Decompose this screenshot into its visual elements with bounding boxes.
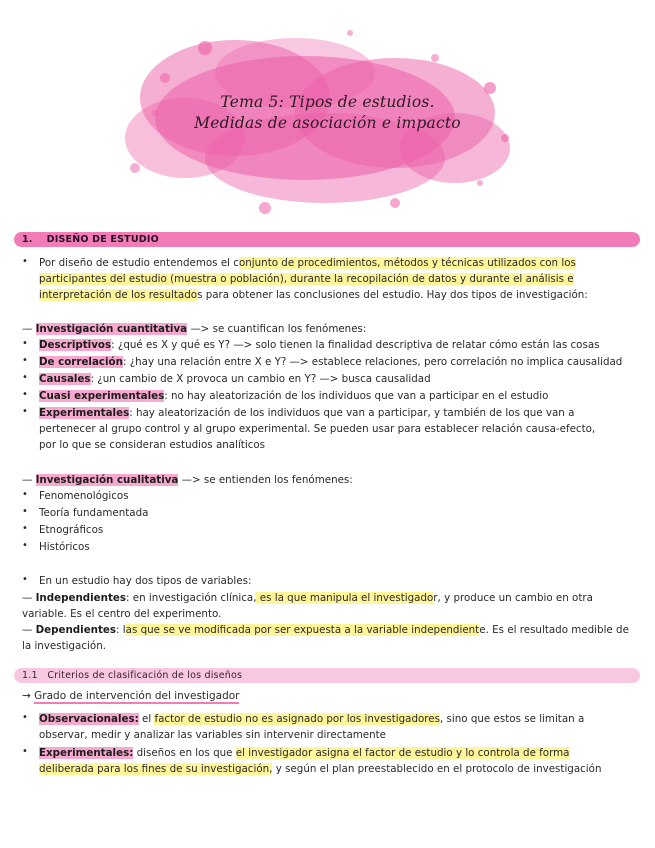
vars-intro: En un estudio hay dos tipos de variables: bbox=[39, 575, 252, 587]
arrow-right-icon: → bbox=[22, 690, 31, 702]
qual-item: Históricos bbox=[39, 541, 90, 553]
bullet-icon: • bbox=[22, 746, 28, 757]
quant-item: De correlación: ¿hay una relación entre X e Y? —> establece relaciones, pero correlación no implica causalidad bbox=[39, 356, 623, 368]
bullet-icon: • bbox=[22, 389, 28, 400]
bullet-icon: • bbox=[22, 540, 28, 551]
obs-line-1: Observacionales: el factor de estudio no es asignado por los investigadores, sino que estos se limitan a bbox=[39, 713, 585, 725]
bullet-icon: • bbox=[22, 338, 28, 349]
qual-item: Etnográficos bbox=[39, 524, 104, 536]
title-line-2: Medidas de asociación e impacto bbox=[194, 114, 461, 132]
exp-line-1: Experimentales: diseños en los que el investigador asigna el factor de estudio y lo controla de forma bbox=[39, 747, 570, 759]
bullet-icon: • bbox=[22, 372, 28, 383]
qual-item: Teoría fundamentada bbox=[39, 507, 149, 519]
dep-line-2: la investigación. bbox=[22, 640, 106, 652]
section-1-1-title: Criterios de clasificación de los diseños bbox=[47, 670, 243, 681]
section-1-title: DISEÑO DE ESTUDIO bbox=[46, 234, 159, 245]
indep-line-2: variable. Es el centro del experimento. bbox=[22, 608, 222, 620]
quant-item: Causales: ¿un cambio de X provoca un cambio en Y? —> busca causalidad bbox=[39, 373, 431, 385]
exp-line-2: deliberada para los fines de su investigación, y según el plan preestablecido en el protocolo de investigación bbox=[39, 763, 602, 775]
bullet-icon: • bbox=[22, 355, 28, 366]
obs-line-2: observar, medir y analizar las variables sin intervenir directamente bbox=[39, 729, 387, 741]
intro-line-2: participantes del estudio (muestra o población), durante la recopilación de datos y durante el análisis e bbox=[39, 273, 574, 285]
quant-heading: — Investigación cuantitativa —> se cuantifican los fenómenes: bbox=[22, 323, 367, 335]
quant-item: Cuasi experimentales: no hay aleatorización de los individuos que van a participar en el estudio bbox=[39, 390, 549, 402]
quant-item-cont: por lo que se consideran estudios analíticos bbox=[39, 439, 266, 451]
bullet-icon: • bbox=[22, 256, 28, 267]
section-1-heading bbox=[14, 232, 640, 247]
title-line-1: Tema 5: Tipos de estudios. bbox=[220, 93, 435, 111]
subheading: → Grado de intervención del investigador bbox=[22, 690, 240, 702]
quant-item: Experimentales: hay aleatorización de los individuos que van a participar, y también de los que van a bbox=[39, 407, 575, 419]
section-1-number: 1. bbox=[22, 234, 33, 245]
intro-line-1: Por diseño de estudio entendemos el conjunto de procedimientos, métodos y técnicas utilizados con los bbox=[39, 257, 576, 269]
bullet-icon: • bbox=[22, 712, 28, 723]
bullet-icon: • bbox=[22, 489, 28, 500]
section-1-1-heading bbox=[14, 668, 640, 683]
bullet-icon: • bbox=[22, 406, 28, 417]
section-1-1-number: 1.1 bbox=[22, 670, 38, 681]
quant-item-cont: pertenecer al grupo control y al grupo experimental. Se pueden usar para establecer relación causa-efecto, bbox=[39, 423, 596, 435]
indep-line-1: — Independientes: en investigación clínica, es la que manipula el investigador, y produce un cambio en otra bbox=[22, 592, 593, 604]
bullet-icon: • bbox=[22, 574, 28, 585]
bullet-icon: • bbox=[22, 506, 28, 517]
page-title bbox=[0, 92, 655, 134]
bullet-icon: • bbox=[22, 523, 28, 534]
intro-line-3: interpretación de los resultados para obtener las conclusiones del estudio. Hay dos tipos de investigación: bbox=[39, 289, 588, 301]
quant-item: Descriptivos: ¿qué es X y qué es Y? —> solo tienen la finalidad descriptiva de relatar cómo están las cosas bbox=[39, 339, 600, 351]
dep-line-1: — Dependientes: las que se ve modificada por ser expuesta a la variable independiente. Es el resultado medible de bbox=[22, 624, 629, 636]
qual-item: Fenomenológicos bbox=[39, 490, 129, 502]
qual-heading: — Investigación cualitativa —> se entienden los fenómenes: bbox=[22, 474, 353, 486]
